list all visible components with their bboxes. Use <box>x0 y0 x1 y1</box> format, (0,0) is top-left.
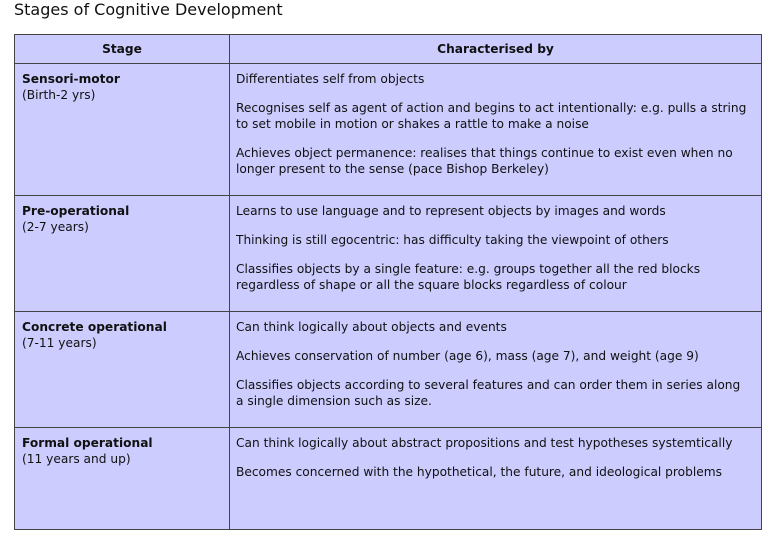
characteristics-cell <box>230 312 762 428</box>
stage-cell <box>15 64 230 196</box>
characteristic-item: Achieves object permanence: realises that things continue to exist even when no longer present to the sense (pace Bishop Berkeley) <box>236 146 733 176</box>
stage-age-range: (2-7 years) <box>22 220 89 234</box>
page-title: Stages of Cognitive Development <box>14 0 283 19</box>
stage-age-range: (Birth-2 yrs) <box>22 88 96 102</box>
stage-cell <box>15 196 230 312</box>
stage-cell <box>15 428 230 530</box>
stage-age-range: (7-11 years) <box>22 336 97 350</box>
stage-name: Formal operational <box>22 436 153 450</box>
characteristic-item: Can think logically about abstract propositions and test hypotheses systemtically <box>236 436 733 450</box>
table-row <box>15 196 762 312</box>
characteristics-cell <box>230 196 762 312</box>
table-row <box>15 312 762 428</box>
table-row <box>15 64 762 196</box>
characteristic-item: Achieves conservation of number (age 6), mass (age 7), and weight (age 9) <box>236 349 699 363</box>
characteristic-item: Can think logically about objects and events <box>236 320 507 334</box>
characteristic-item: Classifies objects according to several features and can order them in series along a single dimension such as size. <box>236 378 741 408</box>
stage-name: Concrete operational <box>22 320 167 334</box>
characteristic-item: Classifies objects by a single feature: e.g. groups together all the red blocks regardless of shape or all the square blocks regardless of colour <box>236 262 701 292</box>
table-row <box>15 428 762 530</box>
characteristic-item: Thinking is still egocentric: has difficulty taking the viewpoint of others <box>236 233 669 247</box>
stage-age-range: (11 years and up) <box>22 452 131 466</box>
characteristic-item: Learns to use language and to represent objects by images and words <box>236 204 666 218</box>
stage-cell <box>15 312 230 428</box>
table-header-row <box>15 35 762 64</box>
characteristic-item: Recognises self as agent of action and begins to act intentionally: e.g. pulls a string to set mobile in motion or shakes a rattle to make a noise <box>236 101 747 131</box>
stages-table <box>14 34 762 530</box>
stage-name: Pre-operational <box>22 204 130 218</box>
stage-name: Sensori-motor <box>22 72 120 86</box>
characteristics-cell <box>230 64 762 196</box>
characteristic-item: Becomes concerned with the hypothetical, the future, and ideological problems <box>236 465 722 479</box>
characteristics-cell <box>230 428 762 530</box>
stage-column-header: Stage <box>15 35 230 64</box>
characteristic-item: Differentiates self from objects <box>236 72 425 86</box>
characterised-column-header: Characterised by <box>230 35 762 64</box>
